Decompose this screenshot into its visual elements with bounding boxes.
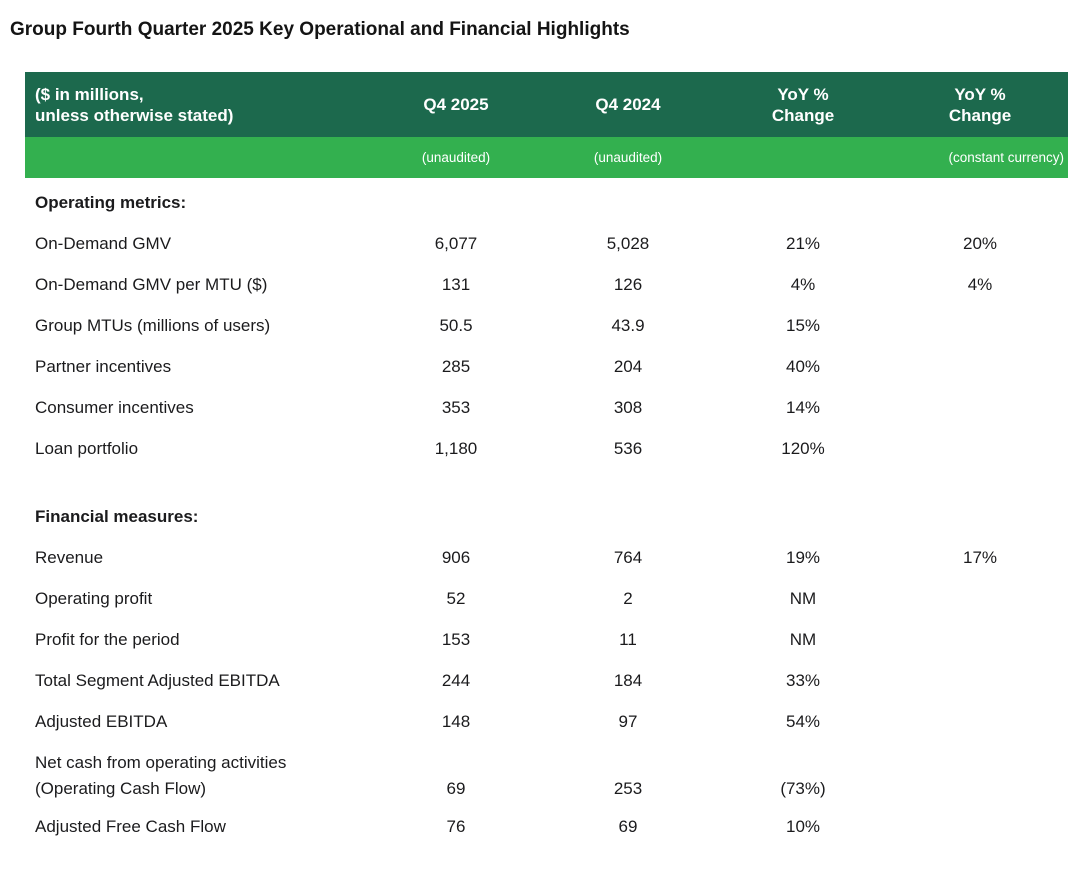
table-row-profit-for-period <box>25 619 1068 660</box>
table-row-revenue <box>25 537 1068 578</box>
yoy-change-cc-value: 17% <box>962 547 998 567</box>
column-header-yoy-cc-line1: YoY % <box>954 84 1006 104</box>
q4-2024-value: 308 <box>613 397 643 417</box>
q4-2025-value: 69 <box>446 779 466 798</box>
yoy-change-value: 120% <box>781 438 825 458</box>
yoy-change-value: NM <box>789 629 817 649</box>
q4-2024-value: 69 <box>618 816 638 836</box>
row-label-line2: (Operating Cash Flow) <box>35 779 207 798</box>
table-body <box>25 178 1068 847</box>
row-label: On-Demand GMV <box>35 233 172 253</box>
row-label: Profit for the period <box>35 629 180 649</box>
yoy-change-value: 14% <box>785 397 821 417</box>
column-header-units-line1: ($ in millions, <box>35 84 144 104</box>
q4-2025-value: 285 <box>441 356 471 376</box>
yoy-change-value: 40% <box>785 356 821 376</box>
row-label: Revenue <box>35 547 104 567</box>
column-header-units-line2: unless otherwise stated) <box>35 105 234 125</box>
subheader-unaudited-q4-2024: (unaudited) <box>593 150 663 165</box>
row-label: Consumer incentives <box>35 397 194 417</box>
table-subheader-row <box>25 137 1068 178</box>
subheader-unaudited-q4-2025: (unaudited) <box>421 150 491 165</box>
q4-2024-value: 11 <box>619 629 637 649</box>
q4-2024-value: 536 <box>613 438 643 458</box>
q4-2025-value: 153 <box>441 629 471 649</box>
q4-2025-value: 6,077 <box>434 233 478 253</box>
table-row-on-demand-gmv <box>25 223 1068 264</box>
table-row-partner-incentives <box>25 346 1068 387</box>
column-header-q4-2024: Q4 2024 <box>595 95 661 114</box>
section-spacer <box>25 469 1068 496</box>
q4-2024-value: 5,028 <box>606 233 650 253</box>
column-header-yoy-change-cc <box>892 84 1068 126</box>
yoy-change-cc-value: 4% <box>967 274 993 294</box>
row-label: On-Demand GMV per MTU ($) <box>35 274 268 294</box>
subheader-constant-currency: (constant currency) <box>948 150 1064 165</box>
table-row-operating-profit <box>25 578 1068 619</box>
table-row-group-mtus <box>25 305 1068 346</box>
column-header-units <box>25 84 370 126</box>
column-header-yoy-change <box>714 84 892 126</box>
section-label: Financial measures: <box>35 506 199 526</box>
q4-2024-value: 764 <box>613 547 643 567</box>
yoy-change-value: (73%) <box>780 779 826 798</box>
row-label: Loan portfolio <box>35 438 139 458</box>
yoy-change-value: NM <box>789 588 817 608</box>
table-row-loan-portfolio <box>25 428 1068 469</box>
row-label: Total Segment Adjusted EBITDA <box>35 670 280 690</box>
row-label-line1: Net cash from operating activities <box>35 753 287 772</box>
q4-2025-value: 244 <box>441 670 471 690</box>
table-row-net-cash-operating <box>25 742 1068 806</box>
q4-2025-value: 906 <box>441 547 471 567</box>
q4-2024-value: 204 <box>613 356 643 376</box>
column-header-yoy-line2: Change <box>771 105 835 125</box>
q4-2025-value: 131 <box>441 274 471 294</box>
yoy-change-value: 54% <box>785 711 821 731</box>
q4-2024-value: 253 <box>613 779 643 798</box>
highlights-table <box>25 72 1068 847</box>
q4-2024-value: 184 <box>613 670 643 690</box>
yoy-change-value: 4% <box>790 274 816 294</box>
yoy-change-value: 33% <box>785 670 821 690</box>
section-row-financial-measures <box>25 496 1068 537</box>
table-row-adjusted-ebitda <box>25 701 1068 742</box>
q4-2025-value: 50.5 <box>439 315 473 335</box>
row-label: Operating profit <box>35 588 153 608</box>
row-label: Partner incentives <box>35 356 172 376</box>
column-header-yoy-cc-line2: Change <box>948 105 1012 125</box>
q4-2025-value: 353 <box>441 397 471 417</box>
q4-2025-value: 148 <box>441 711 471 731</box>
table-row-adjusted-free-cash-flow <box>25 806 1068 847</box>
yoy-change-value: 10% <box>785 816 821 836</box>
table-row-consumer-incentives <box>25 387 1068 428</box>
q4-2025-value: 52 <box>446 588 466 608</box>
table-row-gmv-per-mtu <box>25 264 1068 305</box>
q4-2024-value: 97 <box>618 711 638 731</box>
section-row-operating-metrics <box>25 182 1068 223</box>
row-label <box>25 750 370 806</box>
q4-2025-value: 76 <box>446 816 466 836</box>
q4-2024-value: 126 <box>613 274 643 294</box>
q4-2024-value: 2 <box>623 588 633 608</box>
q4-2025-value: 1,180 <box>434 438 478 458</box>
table-row-total-segment-adjusted-ebitda <box>25 660 1068 701</box>
column-header-q4-2025: Q4 2025 <box>423 95 489 114</box>
row-label: Adjusted EBITDA <box>35 711 168 731</box>
row-label: Adjusted Free Cash Flow <box>35 816 226 836</box>
section-label: Operating metrics: <box>35 192 187 212</box>
yoy-change-value: 19% <box>785 547 821 567</box>
table-header-row <box>25 72 1068 137</box>
column-header-yoy-line1: YoY % <box>777 84 829 104</box>
yoy-change-value: 15% <box>785 315 821 335</box>
yoy-change-cc-value <box>892 799 1068 806</box>
q4-2024-value: 43.9 <box>611 315 645 335</box>
row-label: Group MTUs (millions of users) <box>35 315 271 335</box>
yoy-change-cc-value: 20% <box>962 233 998 253</box>
yoy-change-value: 21% <box>785 233 821 253</box>
page-title: Group Fourth Quarter 2025 Key Operational and Financial Highlights <box>10 19 630 40</box>
